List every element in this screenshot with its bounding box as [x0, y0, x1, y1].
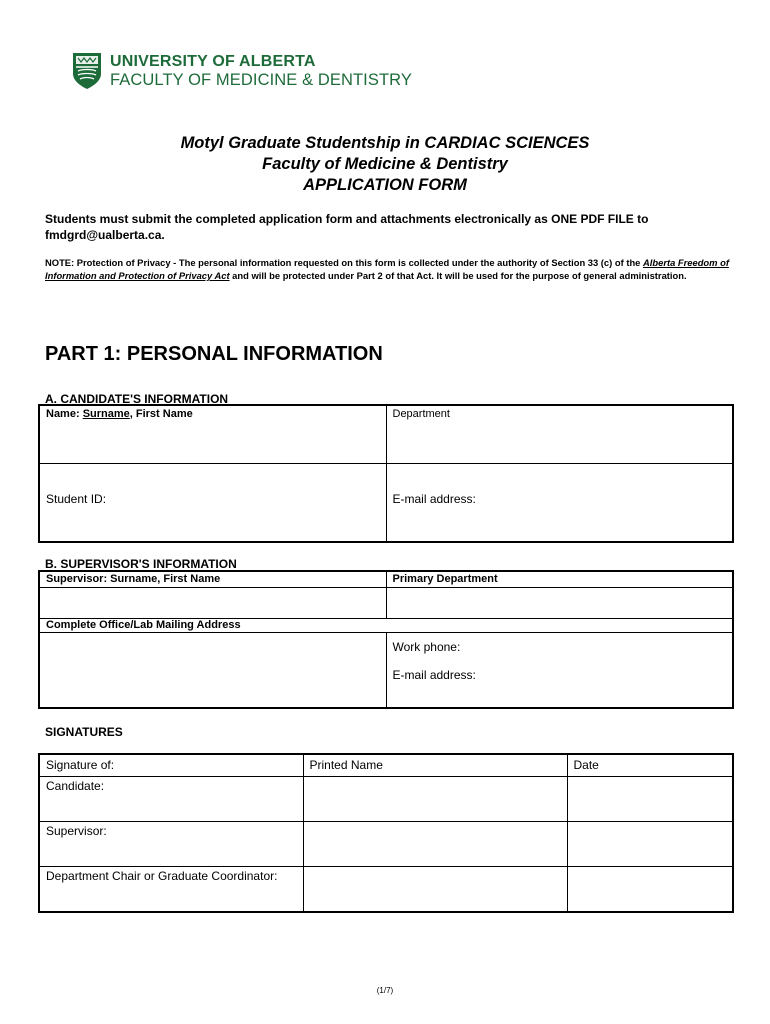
logo-university-name: UNIVERSITY OF ALBERTA	[110, 53, 316, 70]
candidate-info-table	[38, 404, 734, 543]
supervisor-name-field[interactable]	[39, 587, 386, 618]
university-shield-icon	[72, 52, 102, 90]
date-label: Date	[573, 758, 599, 772]
section-b-heading: B. SUPERVISOR'S INFORMATION	[45, 557, 237, 571]
supervisor-name-header	[39, 571, 386, 587]
candidate-printed-name-field[interactable]	[303, 776, 567, 821]
candidate-date-field[interactable]	[567, 776, 733, 821]
privacy-note-prefix: NOTE: Protection of Privacy - The personal information requested on this form is collected under the authority of Section 33 (c) of the	[45, 257, 643, 268]
mailing-address-field[interactable]	[39, 632, 386, 708]
supervisor-info-table	[38, 570, 734, 709]
supervisor-printed-name-field[interactable]	[303, 821, 567, 866]
candidate-signature-label: Candidate:	[46, 778, 105, 793]
primary-department-field[interactable]	[386, 587, 733, 618]
supervisor-date-field[interactable]	[567, 821, 733, 866]
signature-of-header	[39, 754, 303, 776]
candidate-name-field[interactable]	[39, 405, 386, 463]
primary-department-label: Primary Department	[392, 573, 498, 585]
work-phone-label: Work phone:	[392, 639, 461, 654]
supervisor-name-label: Supervisor: Surname, First Name	[46, 573, 221, 585]
submission-instructions: Students must submit the completed application form and attachments electronically as ONE PDF FILE to fmdgrd@ualberta.ca.	[45, 212, 649, 242]
title-line-2: Faculty of Medicine & Dentistry	[262, 155, 508, 173]
candidate-name-label: Name: Surname, First Name	[46, 408, 193, 420]
printed-name-label: Printed Name	[309, 758, 383, 772]
chair-date-field[interactable]	[567, 866, 733, 912]
signatures-table	[38, 753, 734, 913]
signatures-heading: SIGNATURES	[45, 725, 123, 739]
supervisor-signature-label: Supervisor:	[46, 823, 107, 838]
mailing-address-header	[39, 618, 733, 632]
chair-signature-label: Department Chair or Graduate Coordinator:	[46, 868, 278, 883]
candidate-department-label: Department	[392, 408, 450, 420]
form-title	[0, 133, 770, 196]
primary-department-header	[386, 571, 733, 587]
signature-of-label: Signature of:	[46, 758, 115, 772]
faculty-logo	[72, 52, 432, 94]
date-header	[567, 754, 733, 776]
page-number: (1/7)	[376, 986, 394, 995]
part-1-heading: PART 1: PERSONAL INFORMATION	[45, 343, 383, 365]
chair-signature-field[interactable]	[39, 866, 303, 912]
logo-faculty-name: FACULTY OF MEDICINE & DENTISTRY	[110, 71, 412, 89]
candidate-email-field[interactable]	[386, 463, 733, 542]
section-a-heading: A. CANDIDATE'S INFORMATION	[45, 392, 229, 406]
printed-name-header	[303, 754, 567, 776]
privacy-act-name: Alberta Freedom of Information and Protection of Privacy Act	[45, 257, 729, 281]
candidate-signature-field[interactable]	[39, 776, 303, 821]
privacy-note	[45, 256, 735, 282]
supervisor-contact-field[interactable]	[386, 632, 733, 708]
title-line-1: Motyl Graduate Studentship in CARDIAC SCIENCES	[180, 134, 590, 152]
title-line-3: APPLICATION FORM	[303, 176, 467, 194]
candidate-department-field[interactable]	[386, 405, 733, 463]
supervisor-signature-field[interactable]	[39, 821, 303, 866]
chair-printed-name-field[interactable]	[303, 866, 567, 912]
student-id-label: Student ID:	[46, 491, 107, 506]
candidate-email-label: E-mail address:	[392, 491, 476, 506]
mailing-address-label: Complete Office/Lab Mailing Address	[46, 618, 241, 631]
privacy-note-suffix: and will be protected under Part 2 of that Act. It will be used for the purpose of general administration.	[229, 270, 687, 281]
supervisor-email-label: E-mail address:	[392, 667, 476, 682]
student-id-field[interactable]	[39, 463, 386, 542]
